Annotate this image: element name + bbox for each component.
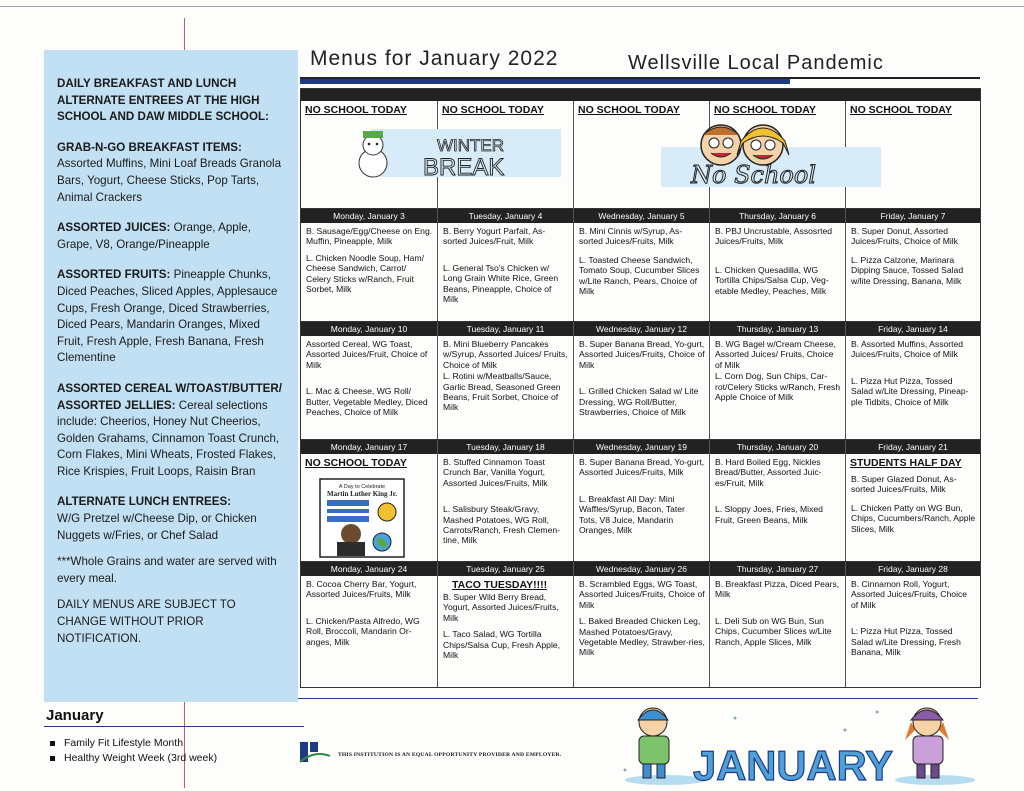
juice-text: Orange, Apple, Grape, V8, Orange/Pineapple [57, 221, 251, 251]
lunch-text: L. Chicken Quesadilla, WG Tortilla Chips/Salsa Cup, Veg-etable Medley, Peaches, Milk [715, 264, 829, 296]
no-school-label: NO SCHOOL TODAY [714, 104, 816, 116]
day-cell [573, 209, 709, 321]
boy-skater-icon [638, 708, 669, 778]
breakfast-text: B. Breakfast Pizza, Diced Pears, Milk [715, 579, 840, 600]
day-cell [845, 562, 980, 687]
lunch-text: L. Grilled Chicken Salad w/ Lite Dressing, WG Roll/Butter, Strawberries, Choice of Milk [579, 386, 699, 418]
day-cell [573, 562, 709, 687]
january-art [615, 700, 975, 786]
girl-skater-icon [905, 708, 949, 778]
lunch-text: L. Breakfast All Day: Mini Waffles/Syrup, Bacon, Tater Tots, V8 Juice, Mandarin Oranges, Milk [579, 493, 685, 536]
breakfast-text: B. Berry Yogurt Parfait, As-sorted Juices/Fruit, Milk [443, 226, 546, 247]
footer-month-rule [44, 726, 304, 727]
lunch-text: L. Mac & Cheese, WG Roll/ Butter, Vegetable Medley, Diced Peaches, Choice of Milk [306, 386, 428, 418]
day-cell [437, 322, 573, 439]
day-header: Thursday, January 6 [710, 209, 845, 223]
no-school-label: NO SCHOOL TODAY [442, 104, 544, 116]
lunch-text: L. Chicken Patty on WG Bun, Chips, Cucumbers/Ranch, Apple Slices, Milk [851, 502, 976, 534]
lunch-text: L. Salisbury Steak/Gravy, Mashed Potatoes, WG Roll, Carrots/Ranch, Fresh Clemen-tine, Milk [443, 504, 561, 546]
day-header: Tuesday, January 18 [438, 440, 573, 454]
day-header: Monday, January 17 [301, 440, 437, 454]
grab-label: GRAB-N-GO BREAKFAST ITEMS: [57, 140, 242, 154]
day-cell [845, 322, 980, 439]
lunch-text: L. Pizza Calzone, Marinara Dipping Sauce, Tossed Salad w/lite Dressing, Banana, Milk [851, 254, 964, 286]
breakfast-text: B. Sausage/Egg/Cheese on Eng. Muffin, Pineapple, Milk [306, 226, 433, 247]
page-title: Menus for January 2022 [310, 47, 559, 70]
day-cell [437, 209, 573, 321]
footer-rule [298, 698, 978, 699]
no-school-label: NO SCHOOL TODAY [305, 104, 407, 116]
no-school-script: No School [691, 161, 816, 189]
day-header: Friday, January 14 [846, 322, 980, 336]
alt-label: ALTERNATE LUNCH ENTREES: [57, 495, 232, 509]
day-cell [301, 562, 437, 687]
lunch-text: L: Pizza Hut Pizza, Tossed Salad w/Lite Dressing, Fresh Banana, Milk [851, 626, 961, 658]
menu-calendar [300, 88, 981, 688]
breakfast-text: B. PBJ Uncrustable, Assosrted Juices/Fruits, Milk [715, 226, 833, 247]
day-cell [709, 209, 845, 321]
breakfast-text: B. Mini Cinnis w/Syrup, As-sorted Juices/Fruits, Milk [579, 226, 683, 247]
no-school-label: NO SCHOOL TODAY [305, 457, 407, 469]
footer-item-text: Healthy Weight Week (3rd week) [64, 752, 218, 764]
alt-text: W/G Pretzel w/Cheese Dip, or Chicken Nuggets w/Fries, or Chef Salad [57, 512, 257, 542]
footer-list-item [50, 752, 217, 764]
no-school-art [651, 121, 891, 197]
breakfast-text: B. Assorted Muffins, Assorted Juices/Fruits, Choice of Milk [851, 339, 964, 360]
day-cell [845, 209, 980, 321]
day-cell [709, 562, 845, 687]
winter-word: WINTER [437, 136, 505, 155]
cereal-text: Cereal selections include: Cheerios, Honey Nut Cheerios, Golden Grahams, Cinnamon Toast Crunch, Corn Flakes, Mini Wheats, Frosted Flakes, Rice Krispies, Fruit Loops, Raisin Bran [57, 398, 280, 478]
day-header: Tuesday, January 4 [438, 209, 573, 223]
week-row-1 [301, 209, 980, 322]
portrait-icon [341, 524, 361, 544]
fruit-label: ASSORTED FRUITS: [57, 268, 171, 282]
mlk-day-art [319, 478, 405, 558]
no-school-label: NO SCHOOL TODAY [578, 104, 680, 116]
breakfast-text: B. Super Donut, Assorted Juices/Fruits, Choice of Milk [851, 226, 958, 247]
sidebar-intro: DAILY BREAKFAST AND LUNCH ALTERNATE ENTREES AT THE HIGH SCHOOL AND DAW MIDDLE SCHOOL: [57, 77, 269, 124]
week-row-4 [301, 562, 980, 687]
day-cell [573, 322, 709, 439]
footer-month-title: January [46, 707, 104, 724]
winter-break-art [341, 123, 561, 183]
breakfast-text: B. Super Glazed Donut, As-sorted Juices/Fruits, Milk [851, 474, 957, 495]
day-cell [709, 322, 845, 439]
header-accent-bar [300, 79, 790, 84]
breakfast-text: B. Cinnamon Roll, Yogurt, Assorted Juices/Fruits, Choice of Milk [851, 579, 968, 610]
breakfast-text: B. Super Banana Bread, Yo-gurt, Assorted Juices/Fruits, Milk [579, 457, 705, 478]
half-day-label: STUDENTS HALF DAY [850, 457, 962, 469]
breakfast-text: B. Mini Blueberry Pancakes w/Syrup, Assorted Juices/ Fruits, Choice of Milk [443, 339, 568, 370]
break-word: BREAK [423, 154, 505, 181]
dove-icon [378, 503, 396, 521]
day-header: Friday, January 28 [846, 562, 980, 576]
day-cell [709, 440, 845, 561]
winter-break-row [301, 89, 980, 209]
bullet-icon [50, 756, 55, 761]
juice-label: ASSORTED JUICES: [57, 221, 171, 235]
lunch-text: L. Pizza Hut Pizza, Tossed Salad w/Lite Dressing, Pineap-ple Tidbits, Choice of Milk [851, 375, 969, 407]
breakfast-text: B. Cocoa Cherry Bar, Yogurt, Assorted Juices/Fruits, Milk [306, 579, 417, 600]
day-header: Monday, January 3 [301, 209, 437, 223]
lunch-text: L. Taco Salad, WG Tortilla Chips/Salsa Cup, Fresh Apple, Milk [443, 629, 561, 661]
fruit-text: Pineapple Chunks, Diced Peaches, Sliced Apples, Applesauce Cups, Fresh Orange, Diced Strawberries, Diced Pears, Mandarin Oranges, Mixed Fruit, Fresh Apple, Fresh Banana, Fresh Clementine [57, 268, 278, 365]
day-header: Thursday, January 13 [710, 322, 845, 336]
day-header: Friday, January 7 [846, 209, 980, 223]
breakfast-text: B. Scrambled Eggs, WG Toast, Assorted Juices/Fruits, Choice of Milk [579, 579, 705, 610]
footer-list-item [50, 737, 183, 749]
menu-change-notice: DAILY MENUS ARE SUBJECT TO CHANGE WITHOUT PRIOR NOTIFICATION. [57, 598, 236, 645]
day-header: Friday, January 21 [846, 440, 980, 454]
january-word: JANUARY [693, 742, 893, 786]
week-row-2 [301, 322, 980, 440]
day-cell [573, 440, 709, 561]
day-header: Monday, January 24 [301, 562, 437, 576]
day-header: Monday, January 10 [301, 322, 437, 336]
mlk-caption: A Day to Celebrate [338, 484, 386, 490]
grab-text: Assorted Muffins, Mini Loaf Breads Granola Bars, Yogurt, Cheese Sticks, Pop Tarts, Animal Crackers [57, 157, 282, 204]
eeo-statement: THIS INSTITUTION IS AN EQUAL OPPORTUNITY PROVIDER AND EMPLOYER. [338, 752, 562, 758]
mlk-name: Martin Luther King Jr. [326, 490, 398, 498]
breakfast-text: B. Super Banana Bread, Yo-gurt, Assorted Juices/Fruits, Choice of Milk [579, 339, 705, 370]
day-cell [845, 440, 980, 561]
breakfast-text: B. Stuffed Cinnamon Toast Crunch Bar, Vanilla Yogurt, Assorted Juices/Fruits, Milk [443, 457, 548, 488]
day-cell [301, 440, 437, 561]
day-cell [301, 322, 437, 439]
lunch-text: L. Rotini w/Meatballs/Sauce, Garlic Bread, Seasoned Green Beans, Fruit Sorbet, Choice of Milk [443, 371, 561, 413]
footer-item-text: Family Fit Lifestyle Month [64, 737, 184, 749]
breakfast-text: B. Hard Boiled Egg, Nickles Bread/Butter, Assorted Juic-es/Fruit, Milk [715, 457, 822, 488]
breakfast-text: B. Super Wild Berry Bread, Yogurt, Assorted Juices/Fruits, Milk [443, 592, 559, 623]
lunch-text: L. Toasted Cheese Sandwich, Tomato Soup, Cucumber Slices w/Lite Ranch, Pears, Choice of Milk [579, 254, 700, 297]
sidebar-info-panel [44, 50, 298, 702]
day-cell [437, 562, 573, 687]
lunch-text: L. Baked Breaded Chicken Leg, Mashed Potatoes/Gravy, Vegetable Medley, Strawber-ries, Milk [579, 616, 705, 658]
top-dark-bar [301, 89, 980, 101]
grains-note: ***Whole Grains and water are served with every meal. [57, 555, 277, 585]
day-header: Wednesday, January 12 [574, 322, 709, 336]
lunch-text: L. Deli Sub on WG Bun, Sun Chips, Cucumber Slices w/Lite Ranch, Apple Slices, Milk [715, 615, 832, 647]
breakfast-text: B. WG Bagel w/Cream Cheese, Assorted Juices/ Fruits, Choice of Milk [715, 339, 836, 370]
day-cell [301, 209, 437, 321]
day-header: Wednesday, January 19 [574, 440, 709, 454]
day-header: Wednesday, January 5 [574, 209, 709, 223]
bullet-icon [50, 741, 55, 746]
lunch-text: L. Chicken/Pasta Alfredo, WG Roll, Broccoli, Mandarin Or-anges, Milk [306, 615, 420, 647]
lunch-text: L. General Tso's Chicken w/ Long Grain White Rice, Green Beans, Pineapple, Choice of Milk [443, 262, 559, 305]
usda-logo-icon [298, 740, 332, 764]
day-header: Tuesday, January 25 [438, 562, 573, 576]
day-header: Thursday, January 20 [710, 440, 845, 454]
district-name: Wellsville Local Pandemic [628, 52, 884, 74]
breakfast-text: Assorted Cereal, WG Toast, Assorted Juices/Fruit, Choice of Milk [306, 339, 428, 370]
day-header: Wednesday, January 26 [574, 562, 709, 576]
lunch-text: L. Corn Dog, Sun Chips, Car-rot/Celery Sticks w/Ranch, Fresh Apple Choice of Milk [715, 371, 841, 403]
top-rule [0, 6, 1024, 7]
week-row-3 [301, 440, 980, 562]
no-school-label: NO SCHOOL TODAY [850, 104, 952, 116]
lunch-text: L. Sloppy Joes, Fries, Mixed Fruit, Green Beans, Milk [715, 504, 823, 525]
day-header: Tuesday, January 11 [438, 322, 573, 336]
day-cell [437, 440, 573, 561]
day-header: Thursday, January 27 [710, 562, 845, 576]
taco-tuesday-label: TACO TUESDAY!!!! [452, 579, 548, 591]
lunch-text: L. Chicken Noodle Soup, Ham/ Cheese Sandwich, Carrot/ Celery Sticks w/Ranch, Fruit Sorbet, Milk [306, 252, 424, 295]
cereal-label: ASSORTED CEREAL W/TOAST/BUTTER/ ASSORTED JELLIES: [57, 381, 283, 412]
